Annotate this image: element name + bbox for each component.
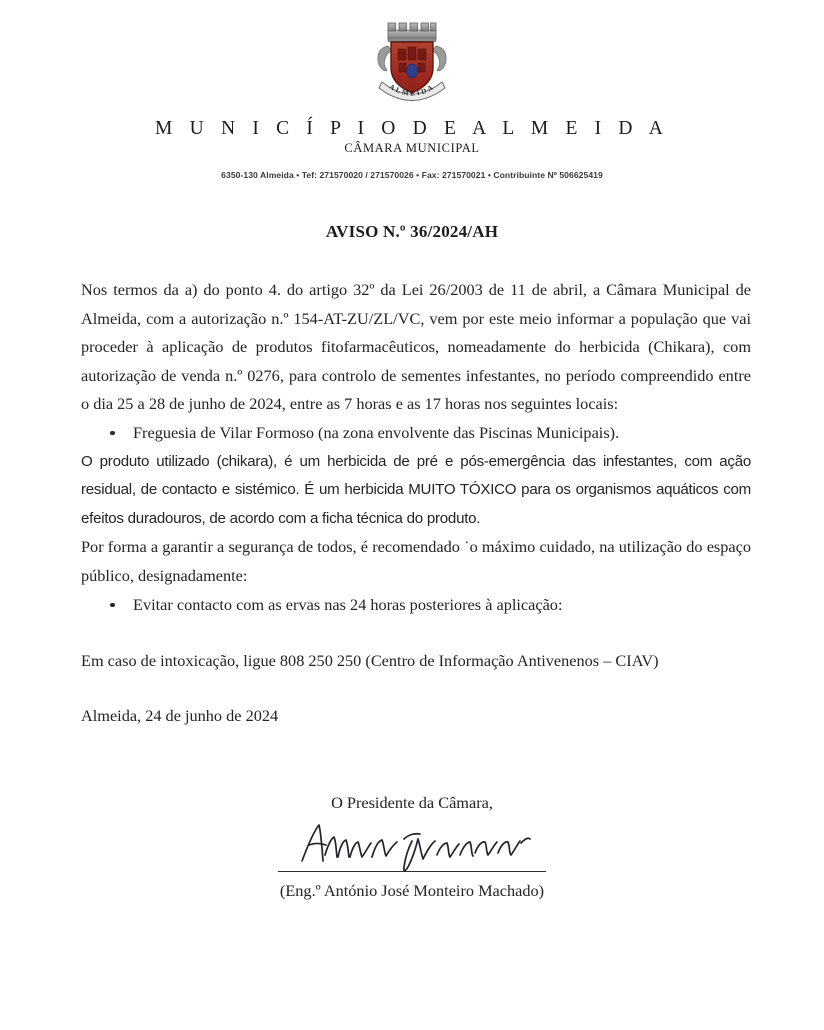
paragraph-safety: Por forma a garantir a segurança de todos, é recomendado ˙o máximo cuidado, na utilização do espaço público, designadamente:	[81, 537, 751, 585]
signatory-name: (Eng.º António José Monteiro Machado)	[279, 880, 545, 900]
precautions-list	[81, 591, 751, 620]
place-and-date: Almeida, 24 de junho de 2024	[81, 705, 279, 725]
signature-block	[0, 793, 824, 900]
document-body	[81, 276, 751, 730]
bullet-icon	[110, 603, 115, 608]
almeida-coat-of-arms-icon	[366, 14, 458, 106]
bullet-icon	[110, 431, 115, 436]
page-title: AVISO N.º 36/2024/AH	[325, 222, 499, 241]
crest-container	[0, 14, 824, 106]
list-item-label: Evitar contacto com as ervas nas 24 horas posteriores à aplicação:	[133, 594, 563, 614]
shield-icon	[391, 42, 433, 93]
paragraph-product-info: O produto utilizado (chikara), é um herbicida de pré e pós-emergência das infestantes, com ação residual, de contacto e sistémico. É um herbicida MUITO TÓXICO para os organismos aquáticos com efeitos duradouros, de acordo com a ficha técnica do produto.	[81, 452, 751, 527]
locations-list	[81, 419, 751, 448]
paragraph-poison-hotline: Em caso de intoxicação, ligue 808 250 250 (Centro de Informação Antivenenos – CIAV)	[81, 651, 659, 671]
signature-title: O Presidente da Câmara,	[331, 793, 493, 812]
paragraph-intro: Nos termos da a) do ponto 4. do artigo 32º da Lei 26/2003 de 11 de abril, a Câmara Municipal de Almeida, com a autorização n.º 154-AT-ZU/ZL/VC, vem por este meio informar a população que vai proceder à aplicação de produtos fitofarmacêuticos, nomeadamente do herbicida (Chikara), com autorização de venda n.º 0276, para controlo de sementes infestantes, no período compreendido entre o dia 25 a 28 de junho de 2024, entre as 7 horas e as 17 horas nos seguintes locais:	[81, 280, 751, 414]
contact-line: 6350-130 Almeida • Tef: 271570020 / 271570026 • Fax: 271570021 • Contribuinte Nº 506625419	[221, 170, 603, 181]
shield-blue-charge-icon	[407, 64, 418, 78]
mural-crown-icon	[388, 23, 436, 42]
department-name: CÂMARA MUNICIPAL	[344, 141, 480, 156]
list-item	[81, 591, 751, 620]
list-item-label: Freguesia de Vilar Formoso (na zona envolvente das Piscinas Municipais).	[133, 422, 620, 442]
signature-rule	[278, 871, 546, 872]
signature-mark-container	[0, 813, 824, 871]
spacer	[81, 619, 751, 647]
spacer	[81, 676, 751, 702]
letterhead	[0, 14, 824, 181]
list-item	[81, 419, 751, 448]
svg-text:ALMEIDA: ALMEIDA	[387, 82, 437, 98]
organization-name: M U N I C Í P I O D E A L M E I D A	[154, 118, 669, 139]
handwritten-signature-icon	[292, 815, 532, 871]
